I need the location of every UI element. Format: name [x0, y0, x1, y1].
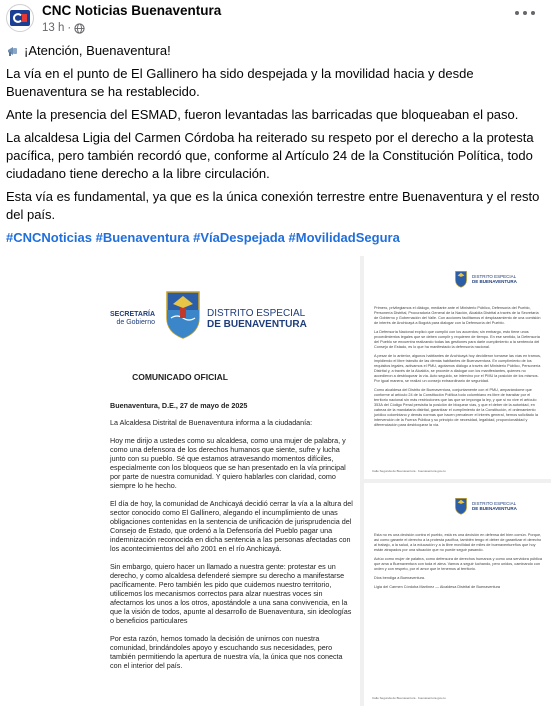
side-page-footer: Calle Segunda de Buenaventura · buenaventura.gov.co [372, 696, 446, 700]
distrito-line1: DISTRITO ESPECIAL [207, 308, 306, 319]
side-paragraph: A pesar de lo anterior, algunos habitantes de Anchicayá hoy decidieron tomarse las vías en tramos, impidiendo el libre tránsito de las demás habitantes de Buenaventura. En cumplimiento de los requisitos legales, activamos el PMU, agotamos diálogo a través del Ministerio Público, Personería Distrital y, a través de la Alcaldía, se procede a dialogar con los manifestantes, quienes no accedieron a desbloquear la vía. Acto seguido, se intervino por el PMU la posición de los mismos. Por igual manera, se realizó un consejo extraordinario de seguridad. [374, 354, 541, 383]
document-header-logos [95, 266, 325, 346]
secretaria-label [95, 311, 155, 327]
document-paragraph: La Alcaldesa Distrital de Buenaventura informa a la ciudadanía: [110, 418, 313, 427]
side-paragraph: Como alcaldesa del Distrito de Buenaventura, conjuntamente con el PMU, amparándome que conforme al artículo 24 de la Constitución Política todo colombiano es libre de transitar por el territorio nacional sin más restricciones que las que se imponga la ley, y que si no vive el artículo 353A del Código Penal persistía la posición de bloquear vías, y que el deber de la autoridad, en cabeza de la mandataria distrital, garantizar el cumplimiento de la Constitución, el ordenamiento jurídico colombiano y demás normas que hacen prevalecer el interés general, hemos solicitado la intervención de la Fuerza Pública y su principio de necesidad, legalidad, proporcionalidad y diferenciación para desbloquear la vía. [374, 388, 538, 427]
secretaria-subtitle: de Gobierno [116, 319, 155, 326]
post-paragraph: La vía en el punto de El Gallinero ha sido despejada y la movilidad hacia y desde Buenaventura se ha restablecido. [6, 66, 474, 99]
post-paragraph: La alcaldesa Ligia del Carmen Córdoba ha reiterado su respeto por el derecho a la protesta pacífica, pero también recordó que, conforme al Artículo 24 de la Constitución Política, todo ciudadano tiene derecho a la libre circulación. [6, 130, 534, 181]
distrito-line2: DE BUENAVENTURA [207, 319, 307, 330]
hashtag-link[interactable]: #VíaDespejada [193, 230, 285, 245]
hashtag-link[interactable]: #MovilidadSegura [288, 230, 400, 245]
hashtag-link[interactable]: #CNCNoticias [6, 230, 92, 245]
distrito-line1: DISTRITO ESPECIAL [472, 501, 517, 506]
more-options-button[interactable] [515, 6, 535, 20]
side-page-body [374, 533, 542, 594]
post-paragraph: Ante la presencia del ESMAD, fueron levantadas las barricadas que bloqueaban el paso. [6, 107, 519, 122]
document-paragraph: Hoy me dirijo a ustedes como su alcaldesa, como una mujer de palabra, y como una defensora de los derechos humanos que siente, sufre y lucha junto con su pueblo. Sé que estamos atravesando momentos difíciles, especialmente con los bloqueos que se han presentado en la vía principal por parte de nuestra comunidad. Y quiero hablarles con claridad, como siempre lo he hecho. [110, 436, 346, 490]
side-distrito-label [472, 274, 517, 284]
document-page-2[interactable] [364, 256, 551, 479]
buenaventura-shield-icon [454, 497, 468, 515]
side-page-footer: Calle Segunda de Buenaventura · buenaventura.gov.co [372, 469, 446, 473]
side-paragraph: Dios bendiga a Buenaventura. [374, 576, 426, 580]
document-page-main[interactable] [0, 256, 360, 706]
side-distrito-label [472, 501, 517, 511]
side-paragraph: Esta no es una decisión contra el pueblo, está es una decisión en defensa del bien común. Porque, así como garante el derecho a la protesta pacífica, también tengo el deber de garantizar el derecho al trabajo, a la salud, a la educación y a la libre movilidad de miles de buenaventureños que hoy están atrapados por una situación que no puede seguir pasando. [374, 533, 542, 552]
post-time[interactable]: 13 h [42, 22, 65, 34]
side-paragraph: Primero, privilegiamos el diálogo, mediante ante el Ministerio Público, Defensoría del Pueblo, Personería Distrital, Procuraduría General de la Nación, Alcaldía Distrital a través de la Secretaría de Gobierno y Gobernación del Valle. Con acciones facilitamos el desplazamiento de una comisión de interés de Anchicayá a Bogotá para dialogar con la Defensoría del Pueblo. [374, 306, 541, 325]
secretaria-title: SECRETARÍA [110, 311, 155, 318]
dot-icon [531, 11, 535, 15]
post-paragraph: Esta vía es fundamental, ya que es la única conexión terrestre entre Buenaventura y el resto del país. [6, 189, 540, 222]
distrito-line2: DE BUENAVENTURA [472, 279, 517, 284]
document-date: Buenaventura, D.E., 27 de mayo de 2025 [110, 401, 248, 410]
side-page-logo [454, 493, 544, 523]
globe-icon[interactable] [74, 23, 85, 34]
document-paragraph: Por esta razón, hemos tomado la decisión de unirnos con nuestra comunidad, brindándoles apoyo y escuchando sus necesidades, pero también permitiendo la apertura de nuestra vía, la única que nos conecta con el interior del país. [110, 634, 343, 670]
cnc-logo-icon [9, 7, 31, 29]
post-meta [42, 22, 85, 34]
document-page-3[interactable] [364, 483, 551, 706]
buenaventura-shield-icon [163, 288, 203, 340]
dot-icon [515, 11, 519, 15]
post-body [6, 42, 546, 252]
post-header [0, 0, 551, 40]
dot-icon [523, 11, 527, 15]
side-page-logo [454, 266, 544, 296]
side-paragraph: Actúo como mujer de palabra, como defensora de derechos humanos y como una servidora pública que ama a Buenaventura con toda el alma. Vamos a seguir luchando, pero unidos, caminando con orden y con respeto, por el amor que le tenemos al territorio. [374, 557, 543, 571]
distrito-label [207, 308, 307, 330]
attention-line [6, 42, 546, 60]
page-name[interactable]: CNC Noticias Buenaventura [42, 3, 222, 18]
side-page-body [374, 306, 542, 432]
post-image-collage[interactable] [0, 256, 551, 706]
attention-text: ¡Atención, Buenaventura! [24, 43, 171, 58]
side-signature: Ligia del Carmen Córdoba Martínez — Alcaldesa Distrital de Buenaventura [374, 585, 500, 589]
meta-separator: · [67, 22, 72, 34]
distrito-line1: DISTRITO ESPECIAL [472, 274, 517, 279]
document-body [110, 401, 353, 679]
megaphone-icon [6, 44, 20, 58]
distrito-line2: DE BUENAVENTURA [472, 506, 517, 511]
document-paragraph: El día de hoy, la comunidad de Anchicayá decidió cerrar la vía a la altura del sector conocido como El Gallinero, alegando el incumplimiento de unas obligaciones contenidas en la sentencia de unificación de jurisprudencia del Consejo de Estado, que ordenó a la Defensoría del Pueblo pagar una indemnización reconocida en dicha sentencia a las personas afectadas con los acontecimientos del año 2001 en el río Anchicayá. [110, 499, 353, 553]
buenaventura-shield-icon [454, 270, 468, 288]
hashtags [6, 229, 546, 247]
hashtag-link[interactable]: #Buenaventura [95, 230, 190, 245]
page-avatar[interactable] [6, 4, 34, 32]
document-heading: COMUNICADO OFICIAL [132, 372, 228, 382]
side-paragraph: La Defensoría Nacional explicó que cumplió con los acuerdos; sin embargo, esto tiene unos procedimientos legales que se deben cumplir y requieren de tiempo. En ese sentido, la Defensoría del Pueblo se encuentra realizando todas las gestiones para darle cumplimiento a la sentencia del Consejo de Estado, es lo que ha manifestado la defensoría nacional. [374, 330, 540, 349]
document-paragraph: Sin embargo, quiero hacer un llamado a nuestra gente: protestar es un derecho, y como alcaldesa defenderé siempre su derecho a manifestarse pacíficamente. Pero también les pido que cuidemos nuestro territorio, utilicemos los mecanismos correctos para alzar nuestras voces sin afectarnos los unos a los otros, apostándole a una sana convivencia, en la que la visión de todos, apunte al desarrollo de Buenaventura, sin ideologías o beneficios particulares [110, 562, 352, 625]
